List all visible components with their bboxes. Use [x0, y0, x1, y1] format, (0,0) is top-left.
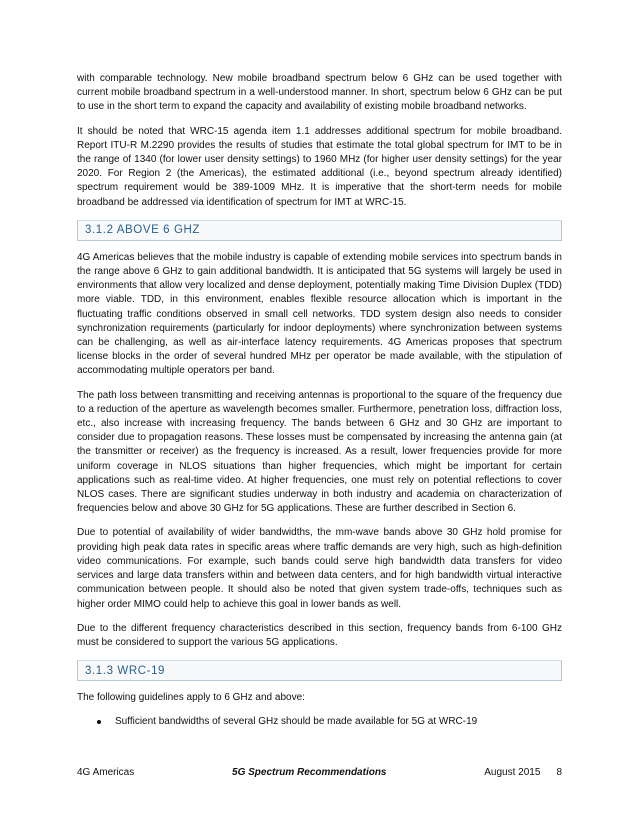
section-heading-text: 3.1.3 WRC-19 — [85, 664, 166, 677]
paragraph-guidelines-intro: The following guidelines apply to 6 GHz and above: — [77, 692, 305, 704]
section-heading-3-1-2 — [77, 220, 562, 241]
footer-page-number: 8 — [556, 767, 562, 778]
list-item-text: Sufficient bandwidths of several GHz should be made available for 5G at WRC-19 — [115, 716, 478, 728]
footer-right — [484, 766, 562, 780]
page-footer — [77, 766, 562, 780]
footer-date: August 2015 — [484, 767, 541, 778]
guidelines-list — [77, 715, 562, 729]
paragraph-wrc15-note: It should be noted that WRC-15 agenda item 1.1 addresses additional spectrum for mobile broadband. Report ITU-R M.2290 provides the results of studies that estimate the total global spectrum for IMT to be in the range of 1340 (for lower user density settings) to 1960 MHz (for higher user density settings) for the year 2020. For Region 2 (the Americas), the estimated additional (i.e., beyond spectrum already identified) spectrum requirement would be 389-1009 MHz. It is imperative that the short-term needs for mobile broadband be addressed via identification of spectrum for IMT at WRC-15. — [77, 125, 562, 208]
list-item — [77, 715, 562, 729]
paragraph-frequency-bands: Due to the different frequency characteristics described in this section, frequency bands from 6-100 GHz must be considered to support the various 5G applications. — [77, 622, 562, 648]
paragraph-path-loss: The path loss between transmitting and receiving antennas is proportional to the square of the frequency due to a reduction of the aperture as wavelength becomes smaller. Furthermore, penetration loss, diffraction loss, etc., also increase with increasing frequency. The bands between 6 GHz and 30 GHz are important to consider due to propagation reasons. These losses must be compensated by increasing the antenna gain (at the transmitter or receiver) as the frequency is increased. As a result, lower frequencies provide for more uniform coverage in NLOS situations than higher frequencies, which might be important for certain applications such as real-time video. At higher frequencies, one must rely on potential reflections to cover NLOS cases. There are significant studies underway in both industry and academia on characterization of frequencies below and above 30 GHz for 5G applications. These are further described in Section 6. — [77, 389, 562, 515]
section-heading-3-1-3 — [77, 660, 562, 681]
footer-document-title: 5G Spectrum Recommendations — [232, 767, 387, 778]
footer-organization: 4G Americas — [77, 767, 135, 778]
page-content — [77, 72, 562, 730]
paragraph-mm-wave: Due to potential of availability of wider bandwidths, the mm-wave bands above 30 GHz hold promise for providing high peak data rates in specific areas where traffic demands are very high, such as high-definition video communications. For example, such bands could serve high bandwidth data transfers for video services and large data transfers within and between data centers, and for high bandwidth virtual interactive communication between people. It should also be noted that given system trade-offs, techniques such as higher order MIMO could help to achieve this goal in lower bands as well. — [77, 527, 562, 610]
section-heading-text: 3.1.2 ABOVE 6 GHZ — [85, 224, 201, 237]
bullet-icon — [97, 720, 101, 724]
paragraph-4g-americas-believes: 4G Americas believes that the mobile industry is capable of extending mobile services into spectrum bands in the range above 6 GHz to gain additional bandwidth. It is anticipated that 5G systems will largely be used in environments that allow very localized and dense deployment, potentially making Time Division Duplex (TDD) more viable. TDD, in this environment, enables flexible resource allocation which is important in the fluctuating traffic conditions observed in small cell networks. TDD system design also needs to consider synchronization requirements (particularly for indoor deployments) where synchronization between systems can be challenging, as well as air-interface latency requirements. 4G Americas proposes that spectrum license blocks in the order of several hundred MHz per operator be made available, with the stipulation of accommodating multiple operators per band. — [77, 251, 562, 377]
paragraph-continuation: with comparable technology. New mobile broadband spectrum below 6 GHz can be used together with current mobile broadband spectrum in a well-understood manner. In short, spectrum below 6 GHz can be put to use in the short term to expand the capacity and availability of existing mobile broadband networks. — [77, 73, 562, 113]
